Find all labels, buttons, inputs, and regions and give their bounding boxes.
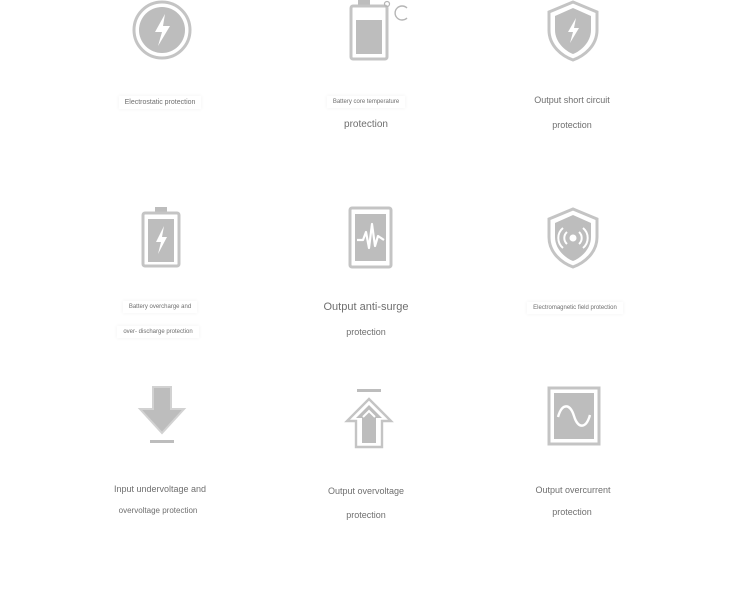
feature-label-line2: overvoltage protection — [118, 506, 198, 515]
arrow-up-icon — [344, 387, 394, 451]
feature-label: Battery core temperature — [327, 96, 405, 108]
feature-label-line2: protection — [552, 507, 592, 517]
feature-label: Input undervoltage and — [113, 484, 207, 494]
feature-label-line2: protection — [552, 120, 592, 130]
feature-label: Electromagnetic field protection — [527, 302, 623, 314]
feature-label-line2: over- discharge protection — [117, 326, 198, 338]
shield-lightning-icon — [546, 0, 600, 62]
surge-waveform-icon — [347, 206, 395, 270]
feature-label: Output overvoltage — [327, 486, 405, 496]
arrow-down-icon — [136, 385, 188, 447]
lightning-circle-icon — [131, 0, 193, 62]
feature-label: Output anti-surge — [323, 301, 409, 313]
battery-charge-icon — [140, 206, 184, 270]
feature-label: Output overcurrent — [535, 485, 611, 495]
feature-label: Battery overcharge and — [123, 301, 197, 313]
shield-signal-icon — [546, 207, 600, 269]
feature-label: Electrostatic protection — [119, 96, 202, 109]
feature-label-line2: protection — [346, 510, 386, 520]
feature-label: Output short circuit — [534, 95, 610, 105]
sine-wave-box-icon — [546, 385, 602, 447]
feature-label-line2: protection — [344, 119, 388, 130]
feature-label-line2: protection — [346, 327, 386, 337]
battery-thermometer-icon — [347, 0, 411, 64]
